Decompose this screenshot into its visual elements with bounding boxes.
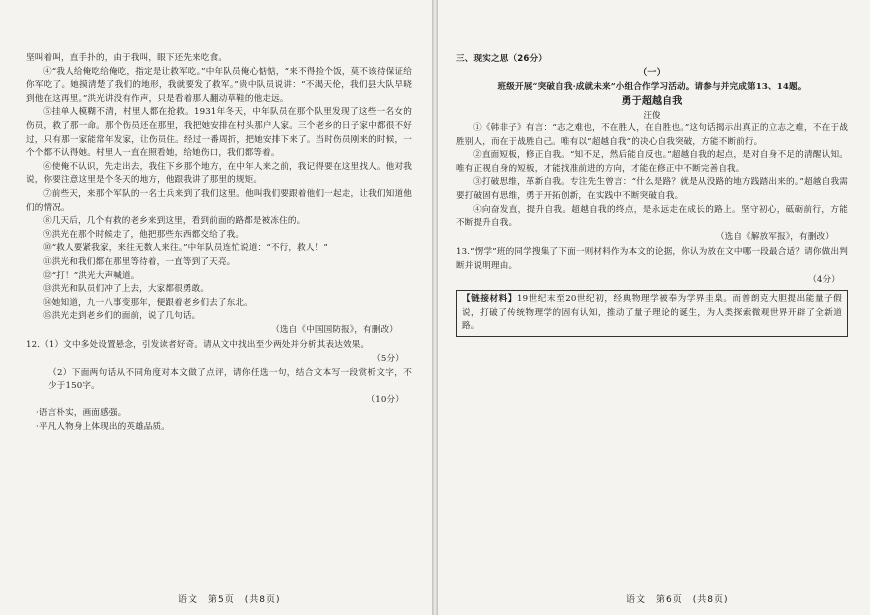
section-title: 三、现实之思（26分） <box>456 54 547 64</box>
material-label: 【链接材料】 <box>462 294 517 305</box>
paragraph: ⑥使俺不认识，先走出去，我住下乡那个地方，在中年人来之前，我记得要在这里找人。他对我说，你要注意这里是个冬天的地方，他跟我讲了那里的规矩。 <box>26 161 412 186</box>
part-number: （一） <box>638 68 666 78</box>
activity-intro: 班级开展“突破自我·成就未来”小组合作学习活动。请参与并完成第13、14题。 <box>497 82 807 92</box>
page-5 <box>0 0 432 615</box>
paragraph: ⑩“救人要紧我家，来往无数人来往。”中年队员连忙说道：“不行，救人！” <box>43 243 328 254</box>
paragraph: ⑧几天后，几个有救的老乡来到这里，看到前面的路都是被冻住的。 <box>43 216 306 227</box>
link-material-box <box>456 290 848 337</box>
question-13-points: （4分） <box>808 274 840 285</box>
page-footer: 语文 第5页 (共8页) <box>178 595 281 605</box>
paragraph: ⑨洪光在那个时候走了，他把那些东西都交给了我。 <box>43 229 245 240</box>
quote-item: ·语言朴实，画面感强。 <box>36 408 127 419</box>
paragraph: ①《韩非子》有言：“志之难也，不在胜人，在自胜也。”这句话揭示出真正的立志之难，不在于战胜别人，而在于战胜自己。唯有以“超越自我”的决心自我突破，方能不断前行。 <box>456 123 848 147</box>
paragraph: ⑬洪光和队员们冲了上去，大家都很勇敢。 <box>43 284 210 295</box>
question-13: 13.“愣学”班的同学搜集了下面一则材料作为本文的论据，你认为放在文中哪一段最合适？请你做出判断并说明理由。 <box>456 247 848 271</box>
paragraph: ④向奋发直，提升自我。超越自我的终点，是永远走在成长的路上。坚守初心，砥砺前行，方能不断提升自我。 <box>456 204 848 229</box>
material-text: 19世纪末至20世纪初，经典物理学被奉为学界圭臬。而普朗克大胆提出能量子假说，打破了传统物理学的固有认知，推动了量子理论的诞生，为人类探索微观世界开辟了全新道路。 <box>462 294 843 332</box>
paragraph: ⑮洪光走到老乡们的面前，说了几句话。 <box>43 311 201 322</box>
question-12-2-points: （10分） <box>366 394 404 405</box>
question-12-1-points: （5分） <box>372 354 404 365</box>
paragraph: ⑦前些天，来那个军队的一名士兵来到了我们这里。他叫我们要跟着他们一起走，让我们知道他们的情况。 <box>26 188 412 213</box>
paragraph: 坚叫着叫，直手扑的，由于我叫，眼下还先来吃食。 <box>26 53 228 63</box>
paragraph: ③打破思维，革新自我。专注先生曾言：“什么是路？就是从没路的地方践踏出来的。”超越自我需要打破固有思维，勇于开拓创新，在实践中不断突破自我。 <box>456 177 848 201</box>
question-12-1: 12.（1）文中多处设置悬念，引发读者好奇。请从文中找出至少两处并分析其表达效果。 <box>26 340 370 351</box>
article-author: 汪俊 <box>643 110 661 120</box>
paragraph: ⑪洪光和我们都在那里等待着，一直等到了天亮。 <box>43 256 236 267</box>
paragraph: ②直面短板，修正自我。“知不足，然后能自反也。”超越自我的起点，是对自身不足的清醒认知。唯有正视自身的短板，才能找准前进的方向，才能在修正中不断完善自我。 <box>456 150 848 174</box>
page-6 <box>438 0 870 615</box>
paragraph: ④“我人给俺吃给俺吃，指定是让救军吃。”中年队员俺心惦惦，“来不得捡个饭，莫不该待保证给你军吃了。她摸清楚了我们的地形，我就要发了救军。”贵中队员说讲：“不渴天伦，我们县大队早晓到他在这再里。”洪光讲没有作声，只是看着那人翻动草鞋的他走远。 <box>26 66 412 104</box>
article-source: （选自《解放军报》，有删改） <box>715 231 834 242</box>
page-footer: 语文 第6页 (共8页) <box>626 595 729 605</box>
question-12-2: （2）下面两句话从不同角度对本文做了点评，请你任选一句，结合文本写一段赏析文字，不少于150字。 <box>48 367 412 392</box>
article-title: 勇于超越自我 <box>621 96 683 107</box>
paragraph: ⑤挂单人模糊不清，村里人都在抢救。1931年冬天，中年队员在那个队里发现了这些一名女的伤员，救了那一命。那个伤员还在那里，我把她安排在村头那户人家。三个老乡的日子家中都很不好过，只有那一家能常年发家，让伤员住。经过一番周折，把她安排下来了。当时伤员刚来的时候，一个个都不认得她。村里人一直在照看她，给她伤口，我们都等着。 <box>26 107 412 159</box>
paragraph: ⑫“打！”洪光大声喊道。 <box>43 270 140 281</box>
quote-item: ·平凡人物身上体现出的英雄品质。 <box>36 422 171 433</box>
paragraph: ⑭她知道，九一八事变那年，便跟着老乡们去了东北。 <box>43 297 253 308</box>
article-source: （选自《中国国防报》，有删改） <box>271 324 398 335</box>
